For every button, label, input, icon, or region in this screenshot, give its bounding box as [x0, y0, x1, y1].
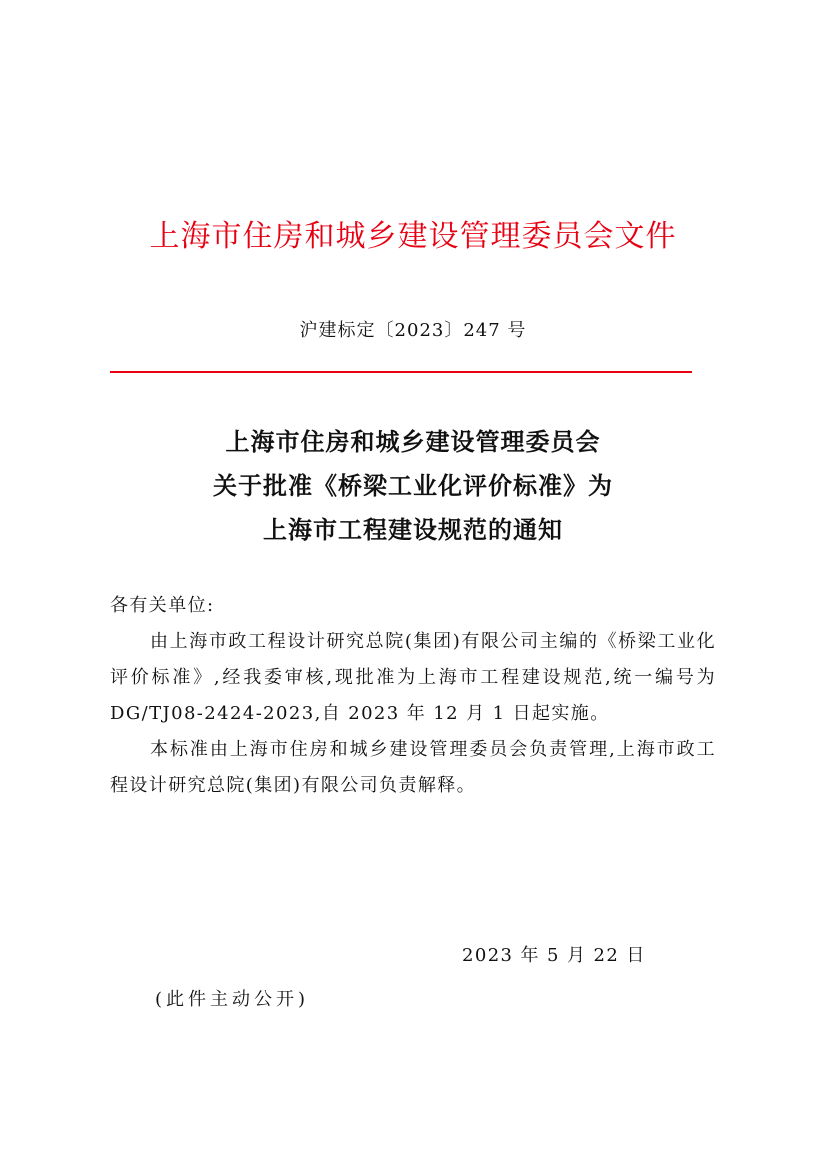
- notice-title: [0, 420, 826, 552]
- notice-title-line-1: 上海市住房和城乡建设管理委员会: [225, 427, 601, 456]
- notice-title-line-2: 关于批准《桥梁工业化评价标准》为: [213, 471, 613, 500]
- issue-date: 2023 年 5 月 22 日: [462, 945, 646, 966]
- body-paragraph-management: 本标准由上海市住房和城乡建设管理委员会负责管理,上海市政工程设计研究总院(集团)有限公司负责解释。: [110, 739, 716, 796]
- notice-body: [110, 588, 716, 804]
- document-number: 沪建标定〔2023〕247 号: [299, 320, 527, 341]
- publicity-note: (此件主动公开): [155, 989, 310, 1010]
- body-paragraph-approval: 由上海市政工程设计研究总院(集团)有限公司主编的《桥梁工业化评价标准》,经我委审核,现批准为上海市工程建设规范,统一编号为 DG/TJ08-2424-2023,自 2023 年 12 月 1 日起实施。: [110, 631, 716, 724]
- notice-title-line-3: 上海市工程建设规范的通知: [263, 515, 563, 544]
- red-divider-line: [110, 371, 692, 373]
- issuer-header-title: 上海市住房和城乡建设管理委员会文件: [149, 219, 677, 254]
- salutation: 各有关单位:: [110, 595, 215, 616]
